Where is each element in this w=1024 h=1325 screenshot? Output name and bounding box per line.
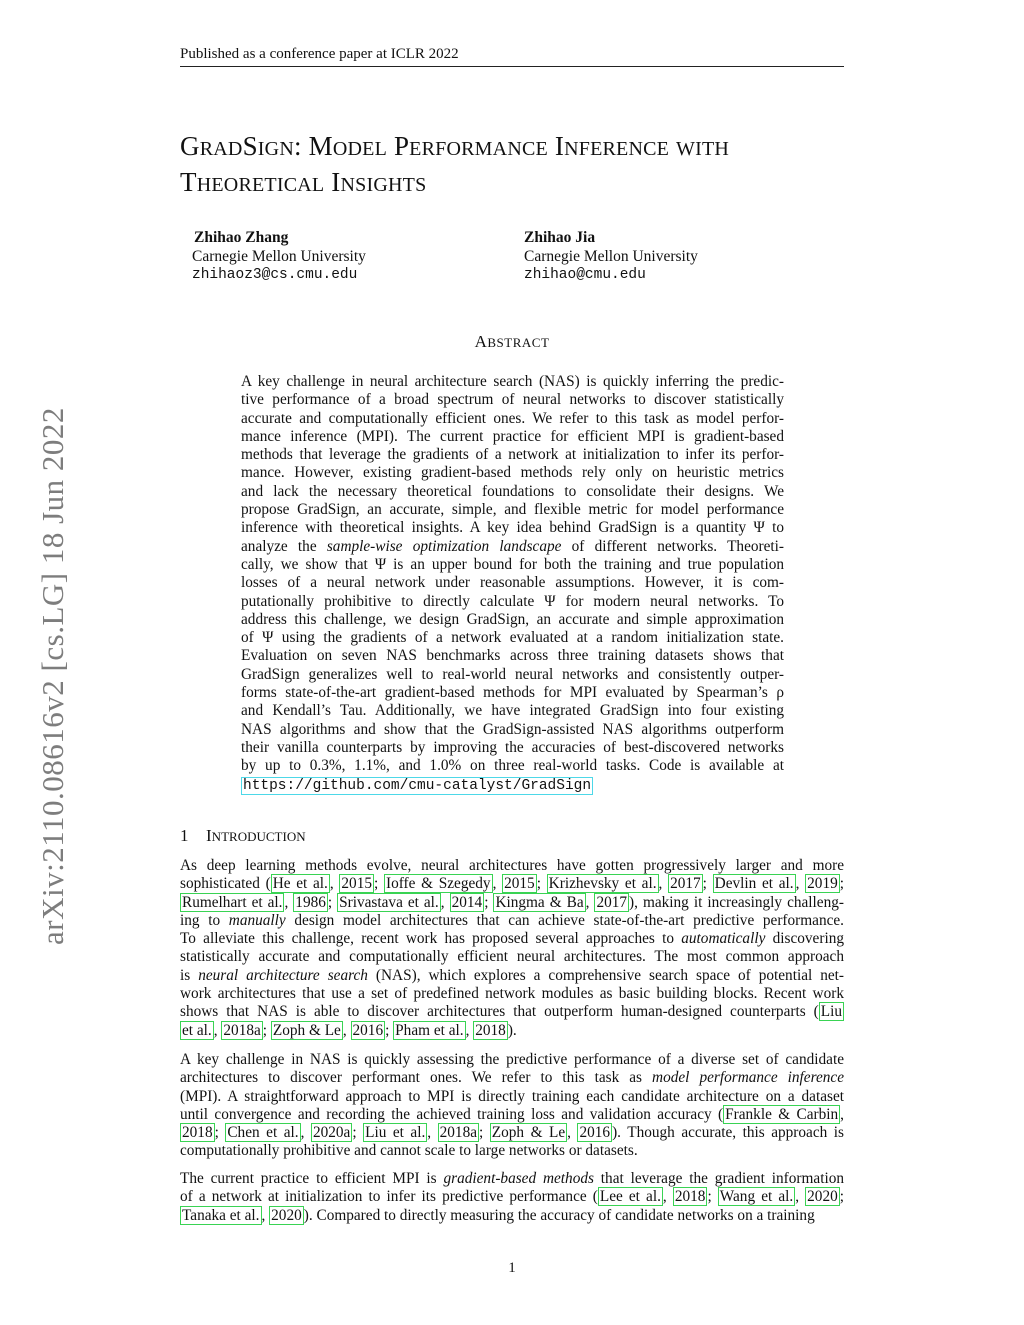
citation-link[interactable]: 2020 bbox=[807, 1188, 838, 1206]
author-2 bbox=[524, 228, 698, 285]
paragraph-line: is neural architecture search (NAS), which explores a comprehensive search space of potential net- bbox=[180, 966, 844, 984]
abstract-heading: ABSTRACT bbox=[474, 332, 550, 351]
abstract-line: and lack the necessary theoretical foundations to consolidate their designs. We bbox=[241, 482, 784, 500]
author-affiliation: Carnegie Mellon University bbox=[524, 248, 698, 265]
citation-link[interactable]: Pham et al. bbox=[395, 1021, 464, 1039]
abstract-line: analyze the sample-wise optimization landscape of different networks. Theoreti- bbox=[241, 537, 784, 555]
author-name: Zhihao Zhang bbox=[194, 229, 289, 246]
paragraph-line: of a network at initialization to infer its predictive performance ( Lee et al. , 2018 ; Wang et al. , 2020 ; bbox=[180, 1188, 844, 1206]
section-number: 1 bbox=[180, 826, 189, 845]
citation-link[interactable]: 2018 bbox=[475, 1021, 506, 1039]
abstract-line: GradSign generalizes well to real-world neural networks and consistently outper- bbox=[241, 665, 784, 683]
paragraph-line: A key challenge in NAS is quickly assessing the predictive performance of a diverse set of candidate bbox=[180, 1051, 844, 1068]
citation-link[interactable]: 2016 bbox=[579, 1124, 611, 1142]
abstract-line bbox=[241, 776, 784, 794]
emphasis: automatically bbox=[681, 930, 766, 948]
citation-link[interactable]: Zoph & Le bbox=[272, 1021, 341, 1039]
paragraph-line: statistically accurate and computationally efficient neural architectures. The most common approach bbox=[180, 948, 844, 966]
citation-link[interactable]: 2016 bbox=[352, 1021, 384, 1039]
page-number: 1 bbox=[508, 1260, 516, 1276]
abstract-line: Evaluation on seven NAS benchmarks across three training datasets shows that bbox=[241, 647, 784, 665]
emphasis: gradient-based methods bbox=[443, 1170, 594, 1187]
citation-link[interactable]: Ioffe & Szegedy bbox=[385, 875, 491, 893]
paragraph-line: Rumelhart et al. , 1986 ; Srivastava et al. , 2014 ; Kingma & Ba , 2017 ), making it increasingly challeng- bbox=[182, 893, 844, 911]
emphasis: model performance inference bbox=[652, 1069, 844, 1087]
paragraph-line: until convergence and recording the achieved training loss and validation accuracy ( Frankle & Carbin , bbox=[180, 1105, 844, 1123]
running-header: Published as a conference paper at ICLR 2022 bbox=[180, 46, 459, 62]
author-email[interactable]: zhihao@cmu.edu bbox=[524, 267, 646, 283]
abstract-line: forms state-of-the-art gradient-based methods for MPI evaluated by Spearman’s ρ bbox=[241, 684, 784, 702]
abstract-line: inference with theoretical insights. A key idea behind GradSign is a quantity Ψ to bbox=[241, 519, 784, 537]
abstract-line: accurate and computationally efficient ones. We refer to this task as model perfor- bbox=[241, 409, 784, 427]
arxiv-stamp[interactable]: arXiv:2110.08616v2 [cs.LG] 18 Jun 2022 bbox=[35, 407, 70, 945]
paragraph-line: ing to manually design model architectures that can achieve state-of-the-art predictive performance. bbox=[180, 911, 845, 929]
citation-link[interactable]: Tanaka et al. bbox=[182, 1206, 260, 1224]
author-1 bbox=[192, 228, 366, 285]
citation-link[interactable]: Krizhevsky et al. bbox=[548, 875, 657, 893]
citation-link[interactable]: Devlin et al. bbox=[714, 875, 794, 893]
paragraph-line: architectures to discover performant ones. We refer to this task as model performance inference bbox=[180, 1069, 844, 1087]
abstract-line: tive performance of a broad spectrum of neural networks to discover statistically bbox=[241, 391, 784, 409]
citation-link[interactable]: 2018 bbox=[674, 1188, 706, 1206]
paragraph-line: shows that NAS is able to discover architectures that outperform human-designed counterparts ( Liu bbox=[180, 1003, 842, 1021]
citation-link[interactable]: 2018a bbox=[223, 1021, 261, 1039]
section-heading bbox=[180, 826, 306, 846]
abstract-line: methods that leverage the gradients of a network at initialization to infer its perfor- bbox=[241, 446, 784, 464]
author-name: Zhihao Jia bbox=[524, 229, 596, 246]
citation-link[interactable]: Srivastava et al. bbox=[339, 893, 439, 911]
abstract-line: NAS algorithms and show that the GradSign-assisted NAS algorithms outperform bbox=[241, 720, 784, 738]
citation-link[interactable]: Liu bbox=[820, 1003, 842, 1021]
citation-link[interactable]: Wang et al. bbox=[719, 1188, 794, 1206]
citation-link[interactable]: 2015 bbox=[504, 875, 535, 893]
abstract-line: of Ψ using the gradients of a network evaluated at a random initialization state. bbox=[241, 629, 784, 647]
paragraph-line: computationally prohibitive and cannot scale to large networks or datasets. bbox=[180, 1142, 638, 1160]
paragraph-line: work architectures that use a set of predefined network modules as basic building blocks. Recent work bbox=[180, 985, 844, 1003]
citation-link[interactable]: Frankle & Carbin bbox=[725, 1105, 839, 1123]
abstract-line: propose GradSign, an accurate, simple, and flexible metric for model performance bbox=[241, 501, 784, 519]
citation-link[interactable]: He et al. bbox=[272, 875, 328, 893]
paragraph-line: To alleviate this challenge, recent work has proposed several approaches to automatically discovering bbox=[180, 930, 844, 948]
citation-link[interactable]: 2020a bbox=[312, 1124, 351, 1142]
title-line-2: THEORETICAL INSIGHTS bbox=[180, 167, 427, 197]
header-rule bbox=[180, 66, 844, 67]
citation-link[interactable]: 2014 bbox=[451, 893, 483, 911]
paragraph-line: et al. , 2018a ; Zoph & Le , 2016 ; Pham et al. , 2018 ). bbox=[182, 1021, 517, 1039]
code-url-link[interactable]: https://github.com/cmu-catalyst/GradSign bbox=[243, 777, 592, 794]
citation-link[interactable]: 1986 bbox=[295, 893, 326, 911]
abstract-line: cally, we show that Ψ is an upper bound for both the training and true population bbox=[241, 555, 784, 573]
citation-link[interactable]: 2017 bbox=[596, 893, 628, 911]
abstract-line: mance. However, existing gradient-based methods rely only on heuristic metrics bbox=[241, 464, 784, 482]
citation-link[interactable]: 2018a bbox=[439, 1124, 478, 1142]
paragraph-line: sophisticated ( He et al. , 2015 ; Ioffe & Szegedy , 2015 ; Krizhevsky et al. , 2017 ; Devlin et al. , 2019 ; bbox=[180, 875, 844, 893]
abstract-body bbox=[241, 373, 784, 794]
emphasis: neural architecture search bbox=[198, 966, 368, 984]
author-email[interactable]: zhihaoz3@cs.cmu.edu bbox=[192, 267, 358, 283]
emphasis: manually bbox=[228, 911, 286, 929]
abstract-line: losses of a neural network under reasonable assumptions. However, it is com- bbox=[241, 574, 784, 592]
citation-link[interactable]: Liu et al. bbox=[365, 1124, 426, 1142]
abstract-line: address this challenge, we design GradSign, an accurate and simple approximation bbox=[241, 610, 784, 628]
intro-paragraph-3 bbox=[180, 1170, 844, 1225]
citation-link[interactable]: Chen et al. bbox=[227, 1124, 299, 1142]
citation-link[interactable]: 2018 bbox=[182, 1124, 213, 1142]
paper-title bbox=[180, 130, 860, 202]
intro-paragraph-1 bbox=[180, 857, 844, 1040]
citation-link[interactable]: Kingma & Ba bbox=[495, 893, 584, 911]
title-line-1: GRADSIGN: MODEL PERFORMANCE INFERENCE WITH bbox=[180, 131, 730, 161]
citation-link[interactable]: 2017 bbox=[670, 875, 701, 893]
paragraph-line: Tanaka et al. , 2020 ). Compared to directly measuring the accuracy of candidate networks on a training bbox=[182, 1206, 815, 1224]
abstract-line: by up to 0.3%, 1.1%, and 1.0% on three real-world tasks. Code is available at bbox=[241, 757, 784, 775]
paragraph-line: The current practice to efficient MPI is gradient-based methods that leverage the gradient information bbox=[180, 1170, 844, 1187]
section-title: INTRODUCTION bbox=[206, 826, 306, 845]
citation-link[interactable]: 2019 bbox=[807, 875, 838, 893]
abstract-line: A key challenge in neural architecture search (NAS) is quickly inferring the predic- bbox=[241, 373, 784, 390]
citation-link[interactable]: Lee et al. bbox=[599, 1188, 661, 1206]
author-affiliation: Carnegie Mellon University bbox=[192, 248, 366, 265]
paragraph-line: (MPI). A straightforward approach to MPI is directly training each candidate architecture on a dataset bbox=[180, 1087, 844, 1105]
paragraph-line: 2018 ; Chen et al. , 2020a ; Liu et al. , 2018a ; Zoph & Le , 2016 ). Though accurate, this approach is bbox=[182, 1124, 844, 1142]
abstract-line: putationally prohibitive to directly calculate Ψ for modern neural networks. To bbox=[241, 592, 784, 610]
abstract-line: and Kendall’s Tau. Additionally, we have integrated GradSign into four existing bbox=[241, 702, 784, 720]
intro-paragraph-2 bbox=[180, 1051, 844, 1161]
abstract-line: their vanilla counterparts by improving the accuracies of best-discovered networks bbox=[241, 738, 784, 756]
paragraph-line: As deep learning methods evolve, neural architectures have gotten progressively larger and more bbox=[180, 857, 844, 874]
citation-link[interactable]: Zoph & Le bbox=[491, 1124, 566, 1142]
abstract-line: mance inference (MPI). The current practice for efficient MPI is gradient-based bbox=[241, 427, 784, 445]
citation-link[interactable]: et al. bbox=[182, 1021, 212, 1039]
citation-link[interactable]: Rumelhart et al. bbox=[182, 893, 283, 911]
citation-link[interactable]: 2020 bbox=[271, 1206, 302, 1224]
citation-link[interactable]: 2015 bbox=[341, 875, 372, 893]
